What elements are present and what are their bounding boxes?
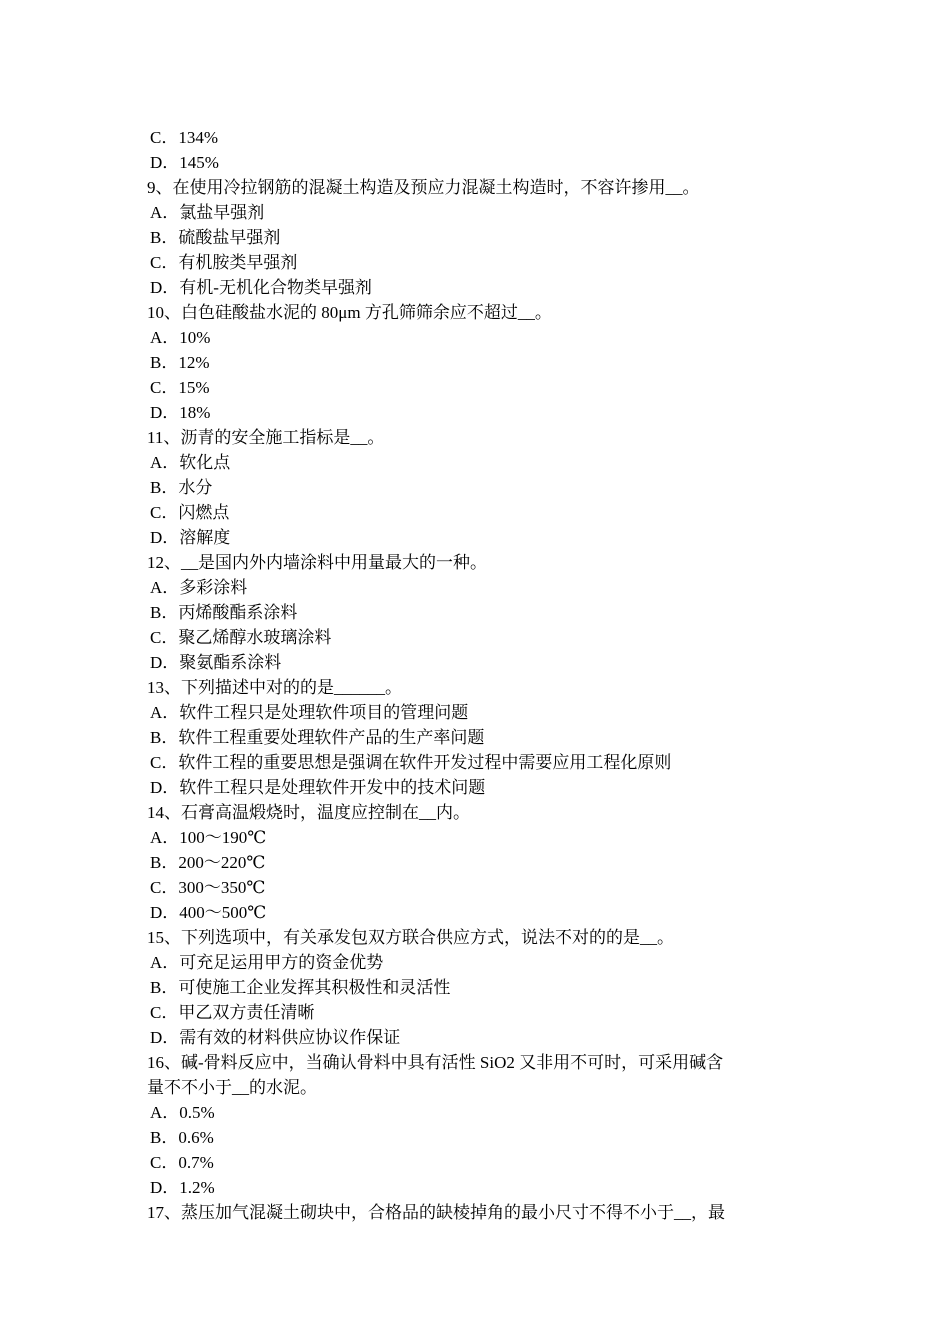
answer-option: A．可充足运用甲方的资金优势 <box>150 953 384 972</box>
answer-option: D．有机-无机化合物类早强剂 <box>150 278 372 297</box>
answer-option: D．软件工程只是处理软件开发中的技术问题 <box>150 778 486 797</box>
answer-option: C．闪燃点 <box>150 503 230 522</box>
question-text: 10、白色硅酸盐水泥的 80μm 方孔筛筛余应不超过__。 <box>147 303 552 322</box>
answer-option: D．需有效的材料供应协议作保证 <box>150 1028 401 1047</box>
answer-option: A．软件工程只是处理软件项目的管理问题 <box>150 703 469 722</box>
question-text: 17、蒸压加气混凝土砌块中，合格品的缺棱掉角的最小尺寸不得不小于__，最 <box>147 1203 725 1222</box>
answer-option: A．10% <box>150 328 211 347</box>
document-body <box>147 125 817 1225</box>
answer-option: D．145% <box>150 153 219 172</box>
question-text: 11、沥青的安全施工指标是__。 <box>147 428 385 447</box>
answer-option: C．软件工程的重要思想是强调在软件开发过程中需要应用工程化原则 <box>150 753 672 772</box>
answer-option: C．聚乙烯醇水玻璃涂料 <box>150 628 332 647</box>
answer-option: A．0.5% <box>150 1103 215 1122</box>
question-text: 15、下列选项中，有关承发包双方联合供应方式，说法不对的的是__。 <box>147 928 674 947</box>
answer-option: B．200～220℃ <box>150 853 266 872</box>
answer-option: A．氯盐早强剂 <box>150 203 265 222</box>
answer-option: C．0.7% <box>150 1153 214 1172</box>
answer-option: C．300～350℃ <box>150 878 266 897</box>
answer-option: D．1.2% <box>150 1178 215 1197</box>
question-text: 14、石膏高温煅烧时，温度应控制在__内。 <box>147 803 470 822</box>
answer-option: D．溶解度 <box>150 528 231 547</box>
question-text: 9、在使用冷拉钢筋的混凝土构造及预应力混凝土构造时，不容许掺用__。 <box>147 178 700 197</box>
answer-option: B．0.6% <box>150 1128 214 1147</box>
answer-option: B．丙烯酸酯系涂料 <box>150 603 298 622</box>
answer-option: B．12% <box>150 353 210 372</box>
answer-option: B．可使施工企业发挥其积极性和灵活性 <box>150 978 451 997</box>
answer-option: D．18% <box>150 403 211 422</box>
question-text: 量不不小于__的水泥。 <box>147 1078 317 1097</box>
answer-option: A．100～190℃ <box>150 828 267 847</box>
answer-option: C．有机胺类早强剂 <box>150 253 298 272</box>
answer-option: C．134% <box>150 128 218 147</box>
answer-option: B．软件工程重要处理软件产品的生产率问题 <box>150 728 485 747</box>
answer-option: B．水分 <box>150 478 213 497</box>
answer-option: D．400～500℃ <box>150 903 267 922</box>
question-text: 12、__是国内外内墙涂料中用量最大的一种。 <box>147 553 487 572</box>
answer-option: C．甲乙双方责任清晰 <box>150 1003 315 1022</box>
answer-option: B．硫酸盐早强剂 <box>150 228 281 247</box>
question-text: 13、下列描述中对的的是______。 <box>147 678 402 697</box>
question-text: 16、碱-骨料反应中，当确认骨料中具有活性 SiO2 又非用不可时，可采用碱含 <box>147 1053 724 1072</box>
answer-option: C．15% <box>150 378 210 397</box>
answer-option: A．多彩涂料 <box>150 578 248 597</box>
answer-option: D．聚氨酯系涂料 <box>150 653 282 672</box>
answer-option: A．软化点 <box>150 453 231 472</box>
